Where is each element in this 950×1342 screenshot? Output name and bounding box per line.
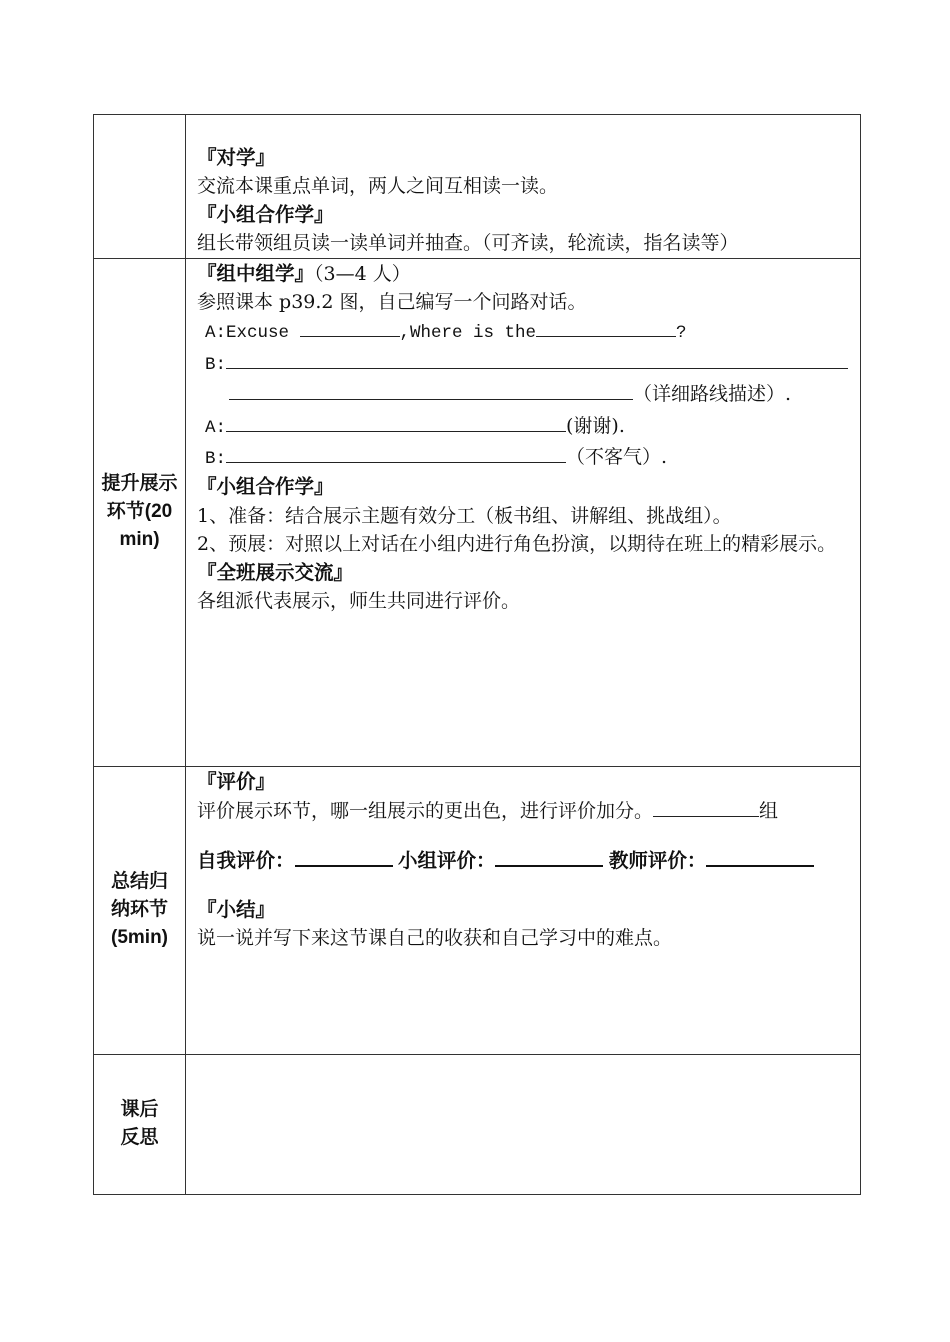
row-improve-show [94, 258, 861, 766]
text-group-study: 组长带领组员读一读单词并抽查。（可齐读，轮流读，指名读等） [197, 232, 739, 255]
row1-label-cell [94, 115, 186, 259]
heading-summary: 『小结』 [197, 898, 276, 921]
evaluation-scores: 自我评价： 小组评价： 教师评价： [197, 845, 852, 875]
row4-label-cell [94, 1054, 186, 1194]
blank-where[interactable] [536, 316, 676, 337]
blank-self-eval[interactable] [295, 845, 393, 867]
dialog-line-4: A: (谢谢). [197, 411, 852, 442]
dialog-line-1: A:Excuse ,Where is the ? [197, 316, 852, 347]
dialog-line-2: B: [197, 348, 852, 379]
row-reflection [94, 1054, 861, 1194]
heading-evaluation: 『评价』 [197, 770, 276, 793]
row3-content-cell [186, 766, 861, 1054]
reflection-input-area[interactable] [186, 1054, 861, 1194]
row2-label: 提升展示环节(20min) [101, 473, 178, 551]
row4-label: 课后反思 [120, 1099, 159, 1149]
text-task: 参照课本 p39.2 图，自己编写一个问路对话。 [197, 291, 587, 314]
dialog-line-3: （详细路线描述）. [197, 379, 852, 410]
heading-pair-study: 『对学』 [197, 147, 276, 169]
heading-group-study: 『小组合作学』 [197, 203, 334, 226]
heading-group-coop: 『小组合作学』 [197, 476, 334, 499]
text-prepare: 1、准备：结合展示主题有效分工（板书组、讲解组、挑战组）。 [197, 504, 732, 527]
heading-class-show: 『全班展示交流』 [197, 561, 354, 584]
blank-group-eval[interactable] [495, 845, 603, 867]
text-summary: 说一说并写下来这节课自己的收获和自己学习中的难点。 [197, 927, 673, 950]
blank-group[interactable] [653, 796, 759, 817]
blank-route-1[interactable] [226, 348, 848, 369]
blank-route-2[interactable] [229, 379, 633, 400]
dialog-line-5: B: （不客气）. [197, 442, 852, 473]
text-rehearse: 2、预展：对照以上对话在小组内进行角色扮演，以期待在班上的精彩展示。 [197, 533, 837, 556]
row2-content-cell [186, 258, 861, 766]
row-pair-study [94, 115, 861, 259]
row1-content-cell [186, 115, 861, 259]
row3-label: 总结归纳环节(5min) [110, 871, 168, 949]
heading-inner-group-suffix: （3—4 人） [314, 262, 411, 285]
text-evaluation: 评价展示环节，哪一组展示的更出色，进行评价加分。 组 [197, 796, 852, 825]
blank-excuse[interactable] [300, 316, 400, 337]
row2-label-cell [94, 258, 186, 766]
row3-label-cell [94, 766, 186, 1054]
row-summary [94, 766, 861, 1054]
blank-teacher-eval[interactable] [706, 845, 814, 867]
text-pair-study: 交流本课重点单词，两人之间互相读一读。 [197, 175, 559, 198]
blank-thanks[interactable] [226, 411, 566, 432]
heading-inner-group: 『组中组学』 [197, 262, 315, 285]
text-class-show: 各组派代表展示，师生共同进行评价。 [197, 590, 521, 613]
blank-welcome[interactable] [226, 442, 566, 463]
lesson-plan-table [93, 114, 861, 1195]
